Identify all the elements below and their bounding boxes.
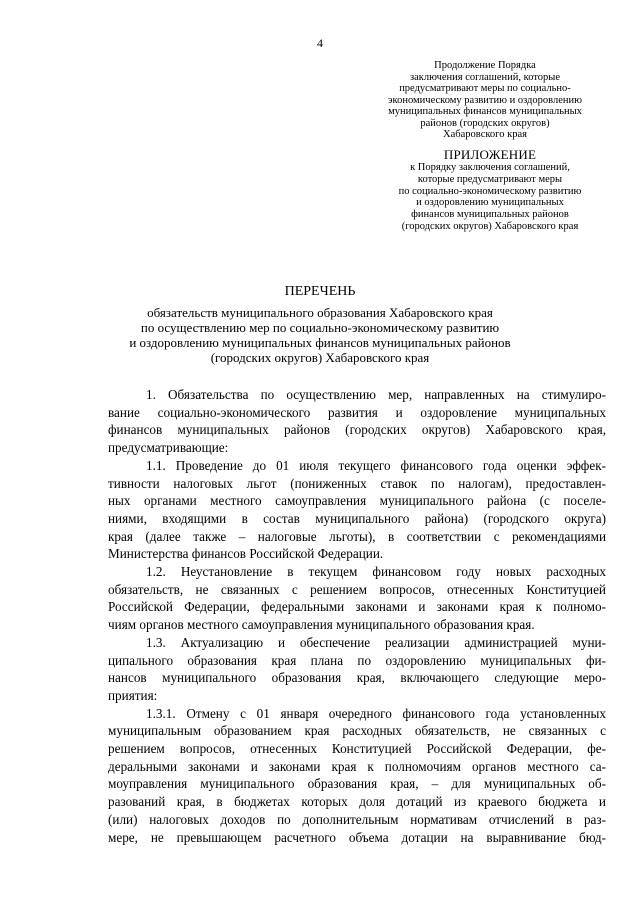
list-subtitle-line: (городских округов) Хабаровского края: [210, 350, 430, 365]
list-subtitle-line: и оздоровлению муниципальных финансов муниципальных районов: [129, 335, 511, 350]
body-line: нансов муниципального образования края, включающего следующие меро-: [108, 670, 606, 686]
continuation-line: районов (городских округов): [420, 117, 550, 129]
body-line: финансов муниципальных районов (городских округов) Хабаровского края,: [108, 422, 606, 438]
body-line: Министерства финансов Российской Федерации.: [108, 546, 384, 562]
body-line: предусматривающие:: [108, 440, 229, 456]
body-line: 1.1. Проведение до 01 июля текущего финансового года оценки эффек-: [146, 457, 606, 473]
body-line: муниципальным образованием края расходных обязательств, не связанных с: [108, 723, 606, 739]
body-line: деральными законами и законами края к полномочиям органов местного са-: [108, 758, 606, 774]
continuation-line: экономическому развитию и оздоровлению: [388, 94, 582, 106]
continuation-line: муниципальных финансов муниципальных: [388, 106, 582, 117]
body-line: вание социально-экономического развития и оздоровление муниципальных: [108, 404, 606, 420]
body-line: ных органами местного самоуправления муниципального района (с поселе-: [108, 493, 606, 509]
appendix-line: финансов муниципальных районов: [411, 209, 569, 221]
body-line: моуправления муниципального образования края, – для муниципальных об-: [108, 776, 606, 792]
body-line: тивности налоговых льгот (пониженных ставок по налогам), предоставлен-: [108, 475, 606, 491]
appendix-line: и оздоровлению муниципальных: [416, 197, 564, 209]
appendix-block: [370, 147, 610, 233]
body-line: края (далее также – налоговые льготы), в соответствии с рекомендациями: [108, 528, 606, 544]
appendix-line: (городских округов) Хабаровского края: [401, 220, 579, 232]
body-line: разований края, в бюджетах которых доля дотаций из краевого бюджета и: [108, 794, 606, 810]
body-line: 1.2. Неустановление в текущем финансовом году новых расходных: [146, 564, 606, 580]
body-line: (или) налоговых доходов по дополнительным нормативам отчислений в раз-: [108, 811, 606, 827]
body-line: обязательств, не связанных с решением вопросов, отнесенных Конституцией: [108, 581, 606, 597]
list-subtitle: [110, 305, 530, 365]
body-line: решением вопросов, отнесенных Конституцией Российской Федерации, фе-: [108, 741, 606, 757]
body-line: мере, не превышающем расчетного объема дотации на выравнивание бюд-: [108, 829, 606, 845]
continuation-title: Продолжение Порядка: [434, 60, 536, 71]
list-subtitle-line: по осуществлению мер по социально-экономическому развитию: [140, 320, 500, 335]
body-line: ципального образования края плана по оздоровлению муниципальных фи-: [108, 652, 606, 668]
appendix-line: по социально-экономическому развитию: [398, 185, 582, 197]
appendix-line: которые предусматривают меры: [417, 173, 563, 185]
continuation-line: Хабаровского края: [443, 129, 527, 140]
body-line: 1.3.1. Отмену с 01 января очередного финансового года установленных: [146, 705, 606, 721]
body-line: 1. Обязательства по осуществлению мер, направленных на стимулиро-: [146, 387, 606, 402]
list-subtitle-line: обязательств муниципального образования Хабаровского края: [147, 305, 493, 320]
body-line: приятия:: [108, 687, 158, 703]
page-number: 4: [317, 36, 323, 50]
body-line: Российской Федерации, федеральными законами и законами края к полномо-: [108, 599, 606, 615]
continuation-line: предусматривают меры по социально-: [399, 83, 571, 94]
body-line: 1.3. Актуализацию и обеспечение реализации администрацией муни-: [146, 634, 606, 650]
body-line: ниями, входящими в состав муниципального района) (городского округа): [108, 510, 606, 526]
continuation-block: [360, 60, 610, 141]
continuation-line: заключения соглашений, которые: [409, 71, 560, 83]
body-line: чиям органов местного самоуправления муниципального образования края.: [108, 617, 535, 633]
list-title: ПЕРЕЧЕНЬ: [284, 284, 356, 299]
appendix-line: к Порядку заключения соглашений,: [410, 162, 570, 173]
body-text: [108, 386, 606, 846]
appendix-title: ПРИЛОЖЕНИЕ: [443, 147, 537, 162]
